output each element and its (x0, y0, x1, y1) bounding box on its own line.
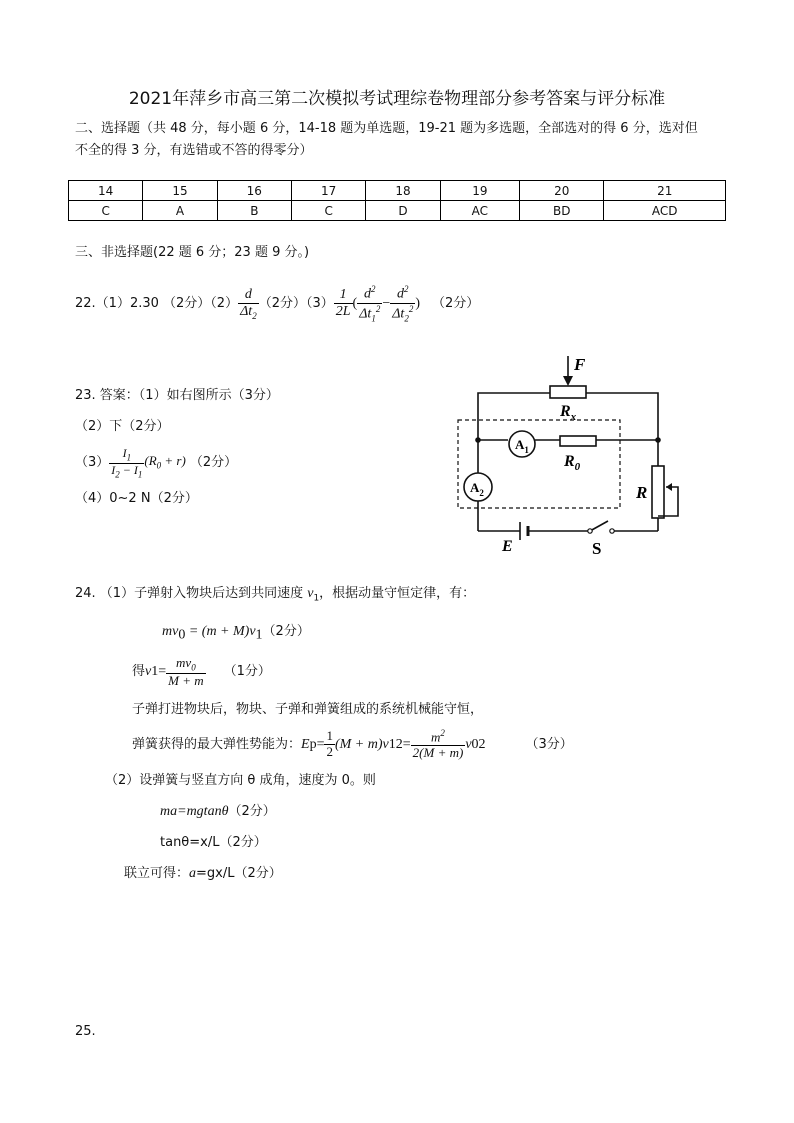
subscript: 0 (178, 627, 186, 643)
get-score: （1分） (223, 664, 271, 680)
label-Rx (559, 403, 577, 423)
answer-cell: ACD (604, 201, 726, 221)
label-R0 (563, 453, 581, 473)
q22-fraction-d2-dt1 (357, 284, 382, 324)
q23-part3-score: （2分） (189, 455, 238, 471)
question-cell: 15 (143, 181, 217, 201)
d: d (364, 286, 371, 302)
delta-t: Δt (359, 306, 372, 322)
conclude-prefix: 联立可得： (124, 866, 190, 881)
fraction-denominator (238, 303, 259, 321)
open-paren: ( (352, 295, 358, 311)
I: I (111, 462, 116, 477)
label-R: R (636, 483, 648, 502)
q22-fraction-half-L (334, 287, 353, 320)
fraction-numerator (395, 284, 411, 303)
I: I (122, 446, 127, 460)
mg-tan: =mgtan (177, 804, 222, 819)
eq1-score: （2分） (262, 624, 310, 639)
subscript: 1 (255, 627, 263, 643)
label-A2-letter: A (470, 480, 480, 495)
eq1-lhs: mv (162, 624, 179, 639)
symbol-a: a (189, 866, 197, 881)
q23-tail (144, 451, 185, 476)
section2-line2: 不全的得 3 分，有选错或不答的得零分） (75, 143, 313, 158)
eq1-rhs: = (m + M)v (185, 624, 256, 639)
minus-I: − I (119, 462, 138, 477)
label-R0-R: R (564, 453, 575, 470)
label-S: S (592, 539, 602, 558)
superscript: 2 (478, 736, 486, 752)
fraction-denominator (109, 463, 144, 480)
q22-fraction-d (238, 287, 259, 321)
force-arrow-head (563, 376, 573, 386)
subscript: 2 (404, 313, 409, 324)
q24-conclusion (124, 864, 282, 884)
q24-part2: （2）设弹簧与竖直方向 θ 成角，速度为 0。则 (105, 773, 376, 788)
conclude-rest: =gx/L（2分） (196, 866, 282, 881)
ep-score: （3分） (525, 736, 573, 752)
wire-top-right (586, 393, 658, 440)
q24-get-v1 (132, 656, 271, 689)
m: m (431, 729, 441, 745)
eq-ma-score: （2分） (228, 804, 276, 819)
fraction-numerator (121, 447, 134, 463)
subscript: 0 (471, 736, 479, 752)
q24-eq1 (162, 622, 310, 646)
question-cell: 21 (604, 181, 726, 201)
ma: ma (160, 804, 178, 819)
q23-fraction (109, 447, 144, 479)
label-E: E (502, 538, 513, 555)
q23-line4: （4）0~2 N（2分） (75, 491, 198, 506)
q24-intro-text2: ，根据动量守恒定律，有： (319, 586, 476, 601)
mv: mv (176, 655, 192, 670)
circuit-diagram (440, 348, 690, 563)
subscript: 1 (126, 452, 132, 463)
subscript: 2 (252, 310, 257, 321)
minus-sign: − (382, 295, 391, 311)
q23-part3-label: （3） (75, 455, 110, 471)
q25-label: 25. (75, 1024, 96, 1039)
superscript: 2 (371, 284, 376, 294)
answer-table (68, 180, 726, 221)
subscript: 2 (115, 469, 120, 480)
get-prefix: 得 (132, 664, 146, 680)
q24-ep-line (132, 728, 573, 761)
plus-r: + r) (161, 452, 186, 468)
page-title: 2021年萍乡市高三第二次模拟考试理综卷物理部分参考答案与评分标准 (128, 89, 666, 109)
fraction-denominator: M + m (168, 672, 204, 688)
subscript: 1 (137, 469, 143, 480)
subscript: p (309, 736, 317, 752)
rx-resistor (550, 386, 586, 398)
q23-line3 (75, 447, 237, 479)
fraction-numerator: 1 (326, 728, 333, 744)
fraction-numerator: 1 (339, 287, 347, 303)
subscript: 1 (151, 664, 159, 680)
section3-heading: 三、非选择题(22 题 6 分；23 题 9 分。) (75, 245, 310, 260)
junction-dot (655, 437, 661, 443)
section2-line1: 二、选择题（共 48 分，每小题 6 分，14-18 题为单选题，19-21 题为多选题，全部选对的得 6 分，选对但 (75, 121, 698, 136)
subscript: 1 (371, 313, 376, 324)
ep-prefix: 弹簧获得的最大弹性势能为： (132, 736, 302, 752)
q23-line2: （2）下（2分） (75, 419, 170, 434)
switch-contact (588, 529, 592, 533)
rheostat (652, 466, 664, 518)
q22-part3-score: （2分） (432, 295, 480, 311)
superscript: 2 (395, 736, 403, 752)
label-Rx-R: R (560, 403, 571, 420)
question-cell: 14 (69, 181, 143, 201)
fraction-numerator: d (244, 286, 252, 302)
theta: θ (221, 804, 229, 819)
junction-dot (475, 437, 481, 443)
label-A2-sub: 2 (479, 488, 484, 498)
label-A1-letter: A (515, 437, 525, 452)
superscript: 2 (404, 284, 409, 294)
question-cell: 19 (440, 181, 519, 201)
symbol-v: v (145, 664, 152, 680)
answer-cell: A (143, 201, 217, 221)
q24-eq-ma (160, 802, 276, 822)
label-Rx-sub: x (570, 411, 577, 423)
answer-cell: C (69, 201, 143, 221)
equals: = (158, 664, 167, 680)
v1-fraction (166, 656, 206, 689)
q22-part2-score: （2分）（3） (258, 295, 334, 311)
answer-cell: C (291, 201, 365, 221)
subscript: 1 (313, 593, 320, 604)
q24-intro (75, 584, 475, 609)
symbol-E: E (301, 736, 310, 752)
question-cell: 16 (217, 181, 291, 201)
q24-intro-text: 24. （1）子弹射入物块后达到共同速度 (75, 586, 308, 601)
answer-cell: AC (440, 201, 519, 221)
fraction-numerator (362, 284, 378, 303)
fraction-numerator (174, 656, 198, 673)
q23-line1: 23. 答案：（1）如右图所示（3分） (75, 388, 279, 403)
fraction-denominator: 2L (335, 304, 351, 320)
subscript: 1 (388, 736, 396, 752)
q24-eq-tan: tanθ=x/L（2分） (160, 835, 267, 850)
switch-blade (590, 521, 608, 531)
symbol-v: v (307, 586, 314, 601)
subscript: 0 (191, 662, 196, 673)
delta-t: Δt (392, 306, 405, 322)
superscript: 2 (408, 303, 414, 314)
half-fraction (324, 729, 335, 760)
superscript: 2 (375, 303, 381, 314)
q24-energy-line: 子弹打进物块后，物块、子弹和弹簧组成的系统机械能守恒， (132, 702, 484, 717)
symbol-v: v (465, 736, 472, 752)
equals: = (316, 736, 325, 752)
label-F: F (574, 355, 586, 374)
delta-t: Δt (240, 303, 253, 319)
switch-contact (610, 529, 614, 533)
q22-part1: 22.（1）2.30 （2分）（2） (75, 295, 239, 311)
answer-cell: BD (520, 201, 604, 221)
answer-cell: B (217, 201, 291, 221)
R: (R (144, 452, 157, 468)
d: d (397, 286, 405, 302)
equals: = (402, 736, 411, 752)
question-cell: 18 (366, 181, 440, 201)
q22-line (75, 284, 479, 324)
fraction-denominator (357, 303, 382, 324)
answer-cell: D (366, 201, 440, 221)
fraction-numerator (429, 728, 447, 745)
q22-fraction-d2-dt2 (390, 284, 415, 324)
answer-row (69, 201, 726, 221)
ep-mid: (M + m)v (334, 736, 389, 752)
superscript: 2 (440, 728, 445, 738)
close-paren: ) (415, 295, 420, 311)
slider-arrow-head (666, 483, 672, 491)
subscript: 0 (156, 460, 162, 471)
fraction-denominator (390, 303, 415, 324)
question-cell: 20 (520, 181, 604, 201)
fraction-denominator: 2 (326, 744, 333, 760)
label-R0-sub: 0 (574, 461, 581, 473)
fraction-denominator: 2(M + m) (412, 745, 464, 761)
question-row (69, 181, 726, 201)
question-cell: 17 (291, 181, 365, 201)
ep-fraction (411, 728, 466, 761)
r0-resistor (560, 436, 596, 446)
label-A1-sub: 1 (524, 445, 529, 455)
